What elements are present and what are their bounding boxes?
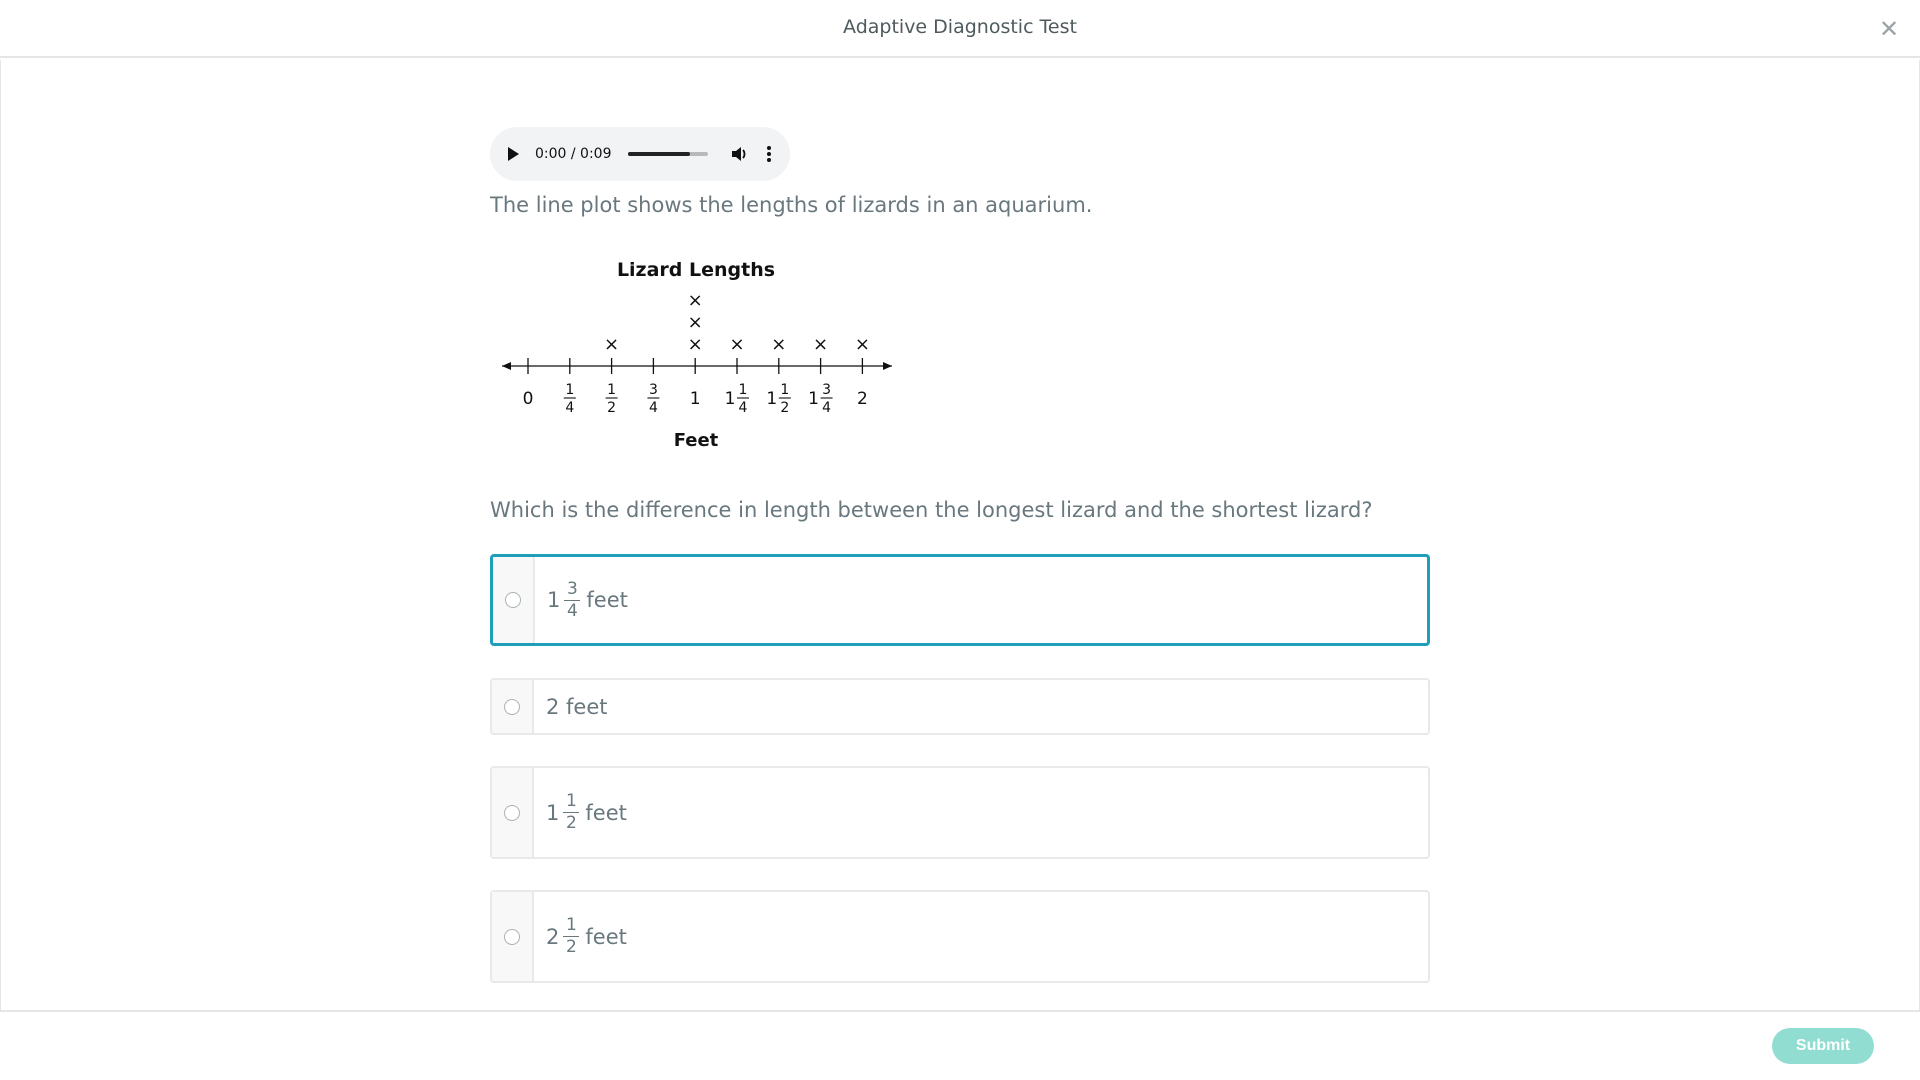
audio-progress-slider[interactable] xyxy=(628,152,708,156)
svg-text:4: 4 xyxy=(565,400,575,416)
tick-label xyxy=(857,389,868,409)
svg-text:1: 1 xyxy=(607,382,617,398)
fraction-denominator: 4 xyxy=(566,600,578,621)
radio-column xyxy=(493,557,535,643)
option-whole: 1 xyxy=(546,800,560,825)
close-icon[interactable]: ✕ xyxy=(1878,15,1900,43)
svg-text:1: 1 xyxy=(738,382,748,398)
option-text: 2 feet xyxy=(546,694,608,719)
x-axis-label: Feet xyxy=(673,430,719,451)
fraction-numerator: 1 xyxy=(565,791,577,811)
option-fraction xyxy=(564,579,580,622)
volume-icon[interactable] xyxy=(730,145,748,163)
answer-option-2[interactable] xyxy=(490,678,1430,735)
x-mark: × xyxy=(687,334,703,355)
page-title: Adaptive Diagnostic Test xyxy=(843,16,1077,38)
x-mark: × xyxy=(604,334,620,355)
x-mark: × xyxy=(854,334,870,355)
tick-label xyxy=(766,382,790,416)
audio-player[interactable] xyxy=(490,127,790,181)
option-unit: feet xyxy=(585,924,627,949)
svg-text:4: 4 xyxy=(738,400,748,416)
tick-label xyxy=(808,382,832,416)
question-text: Which is the difference in length between the longest lizard and the shortest lizard? xyxy=(490,498,1373,522)
footer xyxy=(0,1010,1920,1080)
chart-title: Lizard Lengths xyxy=(616,259,776,281)
answer-option-1[interactable] xyxy=(490,554,1430,646)
option-label xyxy=(535,557,628,643)
svg-text:1: 1 xyxy=(766,389,778,409)
answer-option-3[interactable] xyxy=(490,766,1430,859)
option-fraction xyxy=(563,791,579,834)
svg-text:1: 1 xyxy=(808,389,820,409)
svg-text:2: 2 xyxy=(607,400,617,416)
axis-arrow-right xyxy=(883,362,892,370)
header xyxy=(0,0,1920,58)
fraction-numerator: 1 xyxy=(565,915,577,935)
radio-button[interactable] xyxy=(504,805,520,821)
prompt-text: The line plot shows the lengths of lizards in an aquarium. xyxy=(490,193,1093,217)
radio-column xyxy=(492,680,534,733)
svg-text:1: 1 xyxy=(565,382,575,398)
x-mark: × xyxy=(687,290,703,311)
option-label xyxy=(534,680,608,733)
fraction-denominator: 2 xyxy=(565,937,577,957)
option-fraction xyxy=(563,915,579,958)
radio-column xyxy=(492,768,534,857)
option-label xyxy=(534,892,627,981)
audio-progress-fill xyxy=(628,152,690,156)
option-whole: 1 xyxy=(547,588,561,612)
audio-time: 0:00 / 0:09 xyxy=(535,146,612,162)
option-unit: feet xyxy=(586,588,628,612)
option-label xyxy=(534,768,627,857)
line-plot xyxy=(490,248,910,458)
x-mark: × xyxy=(687,312,703,333)
svg-text:3: 3 xyxy=(822,382,832,398)
svg-text:2: 2 xyxy=(856,389,868,409)
tick-label xyxy=(564,382,576,416)
submit-button[interactable]: Submit xyxy=(1772,1028,1874,1064)
svg-text:4: 4 xyxy=(648,400,658,416)
svg-text:1: 1 xyxy=(780,382,790,398)
fraction-numerator: 3 xyxy=(566,578,578,599)
answer-option-4[interactable] xyxy=(490,890,1430,983)
x-mark: × xyxy=(729,334,745,355)
axis-arrow-left xyxy=(502,362,511,370)
fraction-denominator: 2 xyxy=(565,813,577,833)
tick-label xyxy=(690,389,701,409)
option-whole: 2 xyxy=(546,924,560,949)
svg-text:3: 3 xyxy=(648,382,658,398)
x-mark: × xyxy=(813,334,829,355)
svg-text:0: 0 xyxy=(522,389,534,409)
radio-column xyxy=(492,892,534,981)
svg-text:1: 1 xyxy=(689,389,701,409)
svg-text:2: 2 xyxy=(780,400,790,416)
tick-label xyxy=(647,382,659,416)
option-unit: feet xyxy=(585,800,627,825)
radio-button[interactable] xyxy=(504,699,520,715)
tick-label xyxy=(606,382,618,416)
radio-button[interactable] xyxy=(505,592,521,608)
svg-text:1: 1 xyxy=(724,389,736,409)
more-options-icon[interactable] xyxy=(766,145,772,163)
radio-button[interactable] xyxy=(504,929,520,945)
svg-text:4: 4 xyxy=(822,400,832,416)
tick-label xyxy=(523,389,534,409)
tick-label xyxy=(725,382,749,416)
play-icon[interactable] xyxy=(508,147,519,161)
x-mark: × xyxy=(771,334,787,355)
